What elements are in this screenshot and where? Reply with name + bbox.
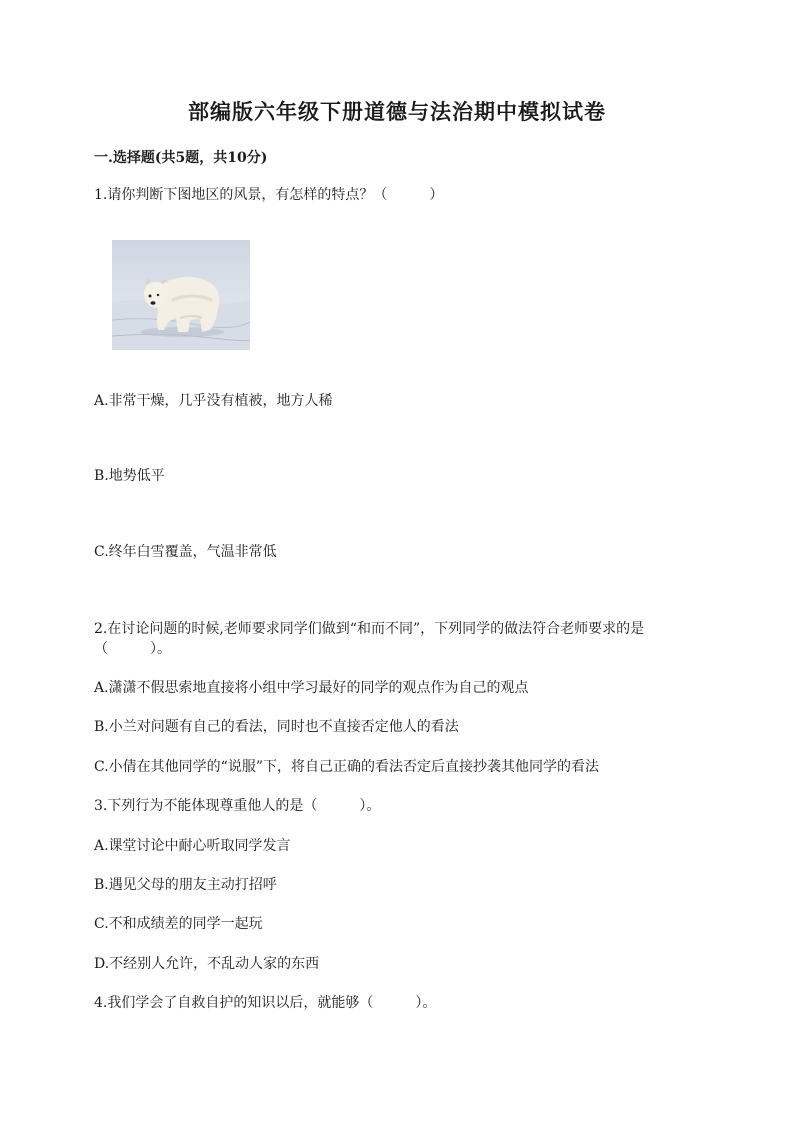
question-1-stem: 1.请你判断下图地区的风景，有怎样的特点？（ ） (94, 187, 444, 203)
question-2-option-a: A.潇潇不假思索地直接将小组中学习最好的同学的观点作为自己的观点 (94, 680, 529, 696)
question-4-stem: 4.我们学会了自救自护的知识以后，就能够（ ）。 (94, 995, 437, 1011)
question-1-option-b: B.地势低平 (94, 468, 165, 484)
exam-title: 部编版六年级下册道德与法治期中模拟试卷 (188, 99, 606, 124)
question-2-stem: 2.在讨论问题的时候,老师要求同学们做到“和而不同”，下列同学的做法符合老师要求的是（ ）。 (94, 621, 645, 657)
question-1-option-a: A.非常干燥，几乎没有植被，地方人稀 (94, 393, 333, 409)
question-3-option-b: B.遇见父母的朋友主动打招呼 (94, 877, 277, 893)
question-3-stem: 3.下列行为不能体现尊重他人的是（ ）。 (94, 798, 381, 814)
question-3-option-d: D.不经别人允许，不乱动人家的东西 (94, 956, 320, 972)
question-3-option-c: C.不和成绩差的同学一起玩 (94, 916, 263, 932)
question-3-option-a: A.课堂讨论中耐心听取同学发言 (94, 838, 291, 854)
section-heading: 一.选择题(共5题，共10分) (94, 150, 268, 166)
question-1-option-c: C.终年白雪覆盖，气温非常低 (94, 544, 277, 560)
question-2-option-b: B.小兰对问题有自己的看法，同时也不直接否定他人的看法 (94, 719, 459, 735)
question-2-option-c: C.小倩在其他同学的“说服”下，将自己正确的看法否定后直接抄袭其他同学的看法 (94, 759, 599, 775)
polar-bear-image (112, 240, 250, 350)
